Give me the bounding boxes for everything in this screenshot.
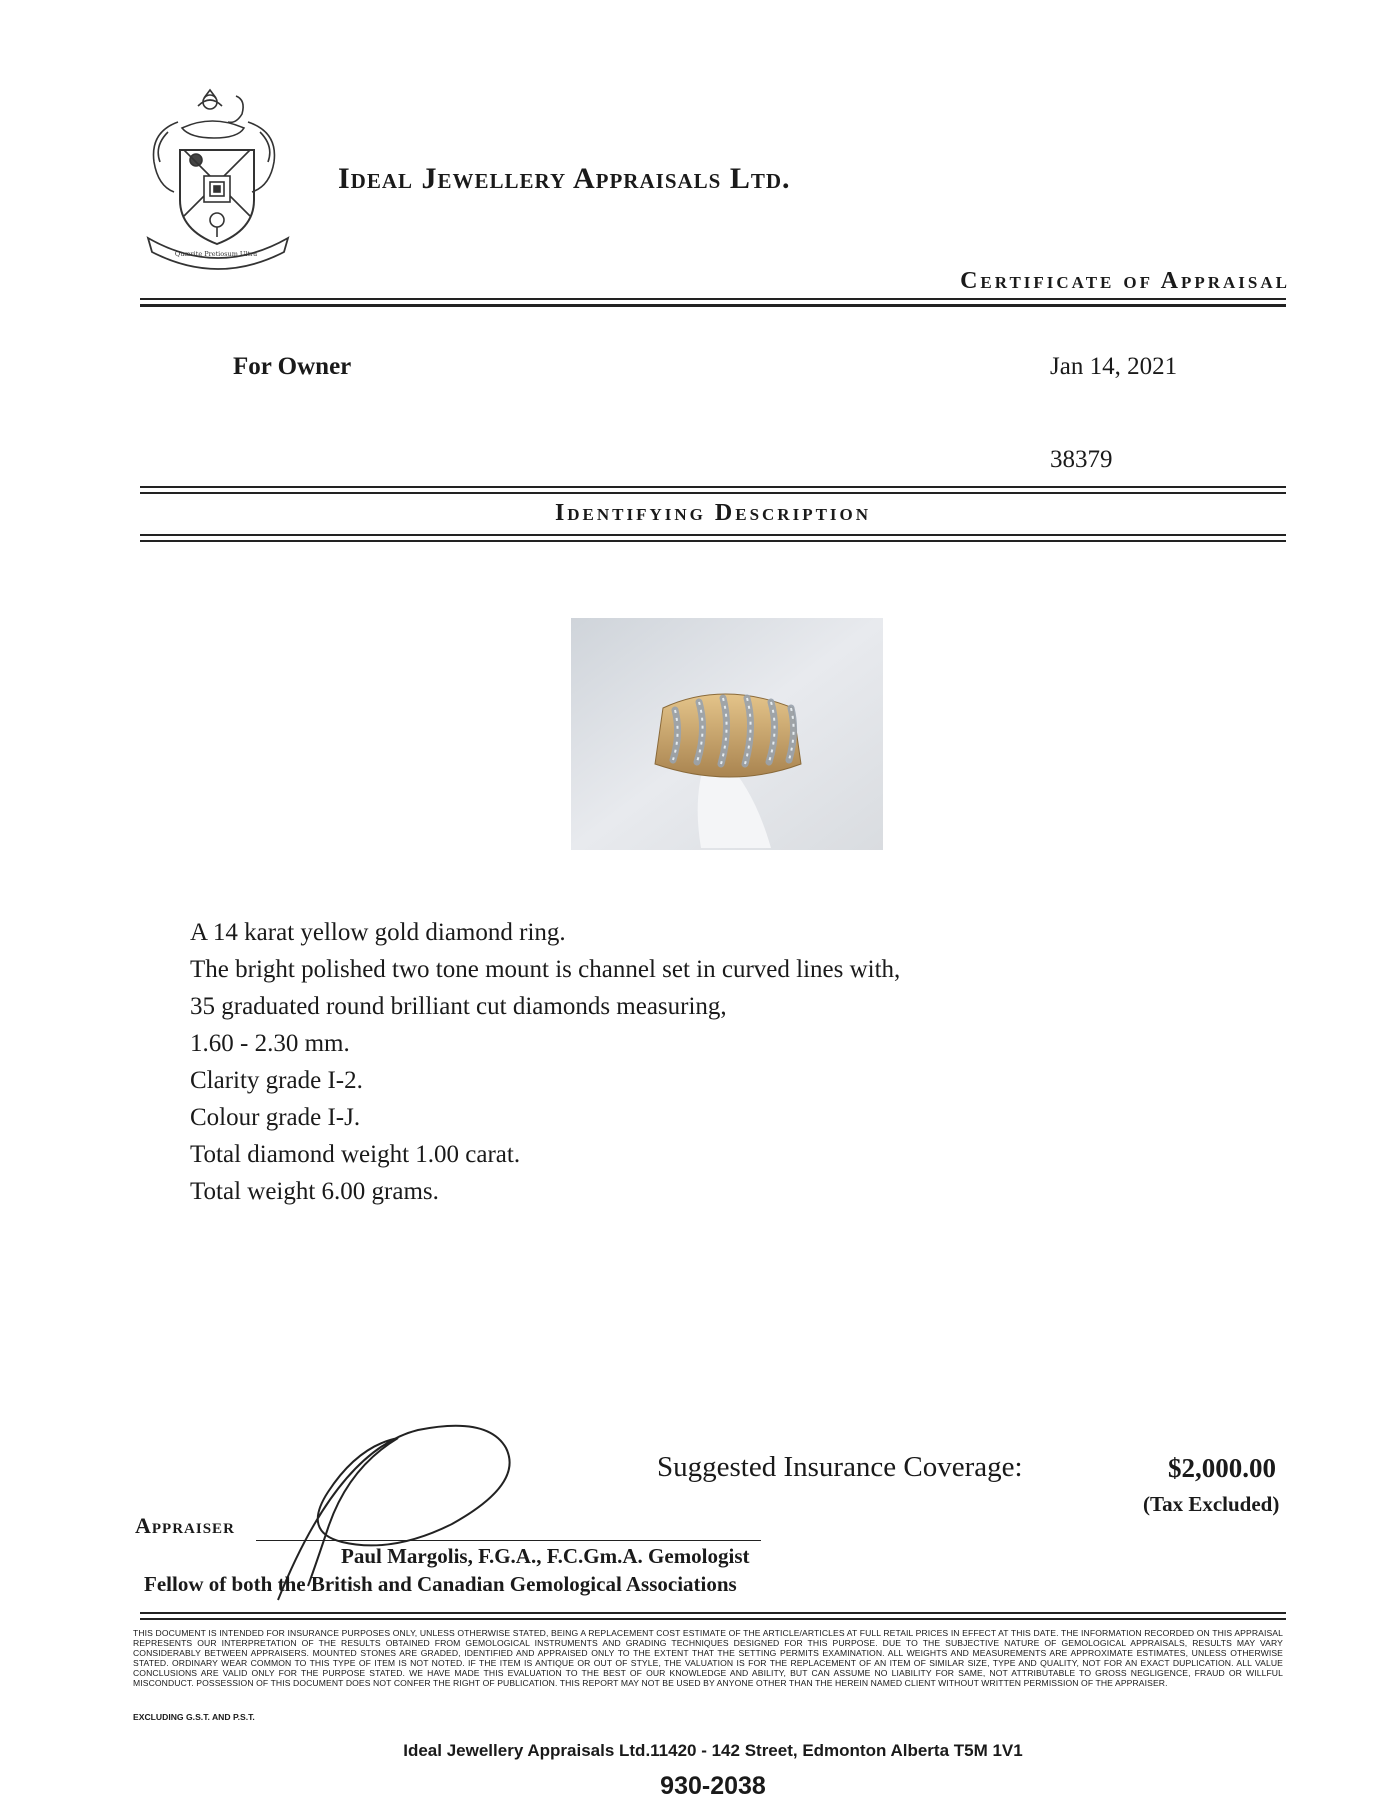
section-title: Identifying Description [554, 500, 872, 526]
company-address: Ideal Jewellery Appraisals Ltd.11420 - 142 Street, Edmonton Alberta T5M 1V1 [403, 1741, 1023, 1760]
description-line: A 14 karat yellow gold diamond ring. [190, 919, 566, 946]
description-line: 1.60 - 2.30 mm. [190, 1030, 350, 1057]
footer-divider-double [140, 1618, 1286, 1620]
company-phone: 930-2038 [660, 1772, 766, 1800]
section-divider-bottom-double [140, 540, 1286, 542]
tax-excluded-note: (Tax Excluded) [1143, 1492, 1280, 1516]
description-line: Clarity grade I-2. [190, 1067, 363, 1094]
section-divider-bottom [140, 534, 1286, 536]
description-line: 35 graduated round brilliant cut diamonds measuring, [190, 993, 727, 1020]
company-name: Ideal Jewellery Appraisals Ltd. [338, 162, 791, 195]
description-line: Colour grade I-J. [190, 1104, 361, 1131]
coverage-value: $2,000.00 [1168, 1453, 1276, 1483]
description-line: The bright polished two tone mount is channel set in curved lines with, [190, 956, 901, 983]
appraiser-fellowship: Fellow of both the British and Canadian Gemological Associations [144, 1572, 737, 1596]
gst-pst-note: EXCLUDING G.S.T. AND P.S.T. [133, 1712, 255, 1722]
header-divider [140, 298, 1286, 300]
section-divider-top-double [140, 492, 1286, 494]
certificate-title: Certificate of Appraisal [960, 268, 1290, 294]
description-line: Total diamond weight 1.00 carat. [190, 1141, 521, 1168]
section-divider-top [140, 486, 1286, 488]
appraiser-name: Paul Margolis, F.G.A., F.C.Gm.A. Gemologist [341, 1544, 750, 1568]
header-divider-double [140, 304, 1286, 307]
coat-of-arms-logo [138, 88, 298, 278]
certificate-page [8, 10, 1380, 1800]
appraisal-date: Jan 14, 2021 [1050, 353, 1178, 380]
item-description [190, 914, 900, 1210]
appraiser-label: Appraiser [135, 1513, 235, 1538]
description-line: Total weight 6.00 grams. [190, 1178, 439, 1205]
footer-divider [140, 1612, 1286, 1614]
owner-label: For Owner [233, 353, 352, 380]
certificate-number: 38379 [1050, 446, 1113, 473]
crest-motto: Quærite Pretiosum Ultra [174, 250, 258, 258]
ring-photo [571, 618, 883, 850]
signature-line [256, 1540, 761, 1541]
disclaimer-text: THIS DOCUMENT IS INTENDED FOR INSURANCE PURPOSES ONLY, UNLESS OTHERWISE STATED, BEING A REPLACEMENT COST ESTIMATE OF THE ARTICLE/ARTICLES AT FULL RETAIL PRICES IN EFFECT AT THIS DATE. THE INFORMATION RECORDED ON THIS APPRAISAL REPRESENTS OUR INTERPRETATION OF THE RESULTS OBTAINED FROM GEMOLOGICAL INSTRUMENTS AND GRADING TECHNIQUES DESIGNED FOR THIS PURPOSE. DUE TO THE SUBJECTIVE NATURE OF GEMOLOGICAL APPRAISALS, RESULTS MAY VARY CONSIDERABLY BETWEEN APPRAISERS. MOUNTED STONES ARE GRADED, IDENTIFIED AND APPRAISED ONLY TO THE EXTENT THAT THE SETTING PERMITS EXAMINATION. ALL WEIGHTS AND MEASUREMENTS ARE APPROXIMATE ESTIMATES, UNLESS OTHERWISE STATED. ORDINARY WEAR COMMON TO THIS TYPE OF ITEM IS NOT NOTED. IF THE ITEM IS ANTIQUE OR OUT OF STYLE, THE VALUATION IS FOR THE REPLACEMENT OF AN ITEM OF SIMILAR SIZE, TYPE AND QUALITY, NOT FOR AN EXACT DUPLICATION. ALL VALUE CONCLUSIONS ARE VALID ONLY FOR THE PURPOSE STATED. WE HAVE MADE THIS EVALUATION TO THE BEST OF OUR KNOWLEDGE AND ABILITY, BUT CAN ASSUME NO LIABILITY FOR SAME, NOT ATTRIBUTABLE TO GROSS NEGLIGENCE, FRAUD OR WILLFUL MISCONDUCT. POSSESSION OF THIS DOCUMENT DOES NOT CONFER THE RIGHT OF PUBLICATION. THIS REPORT MAY NOT BE USED BY ANYONE OTHER THAN THE HEREIN NAMED CLIENT WITHOUT WRITTEN PERMISSION OF THE APPRAISER. [133, 1628, 1283, 1688]
coverage-label: Suggested Insurance Coverage: [657, 1451, 1023, 1483]
